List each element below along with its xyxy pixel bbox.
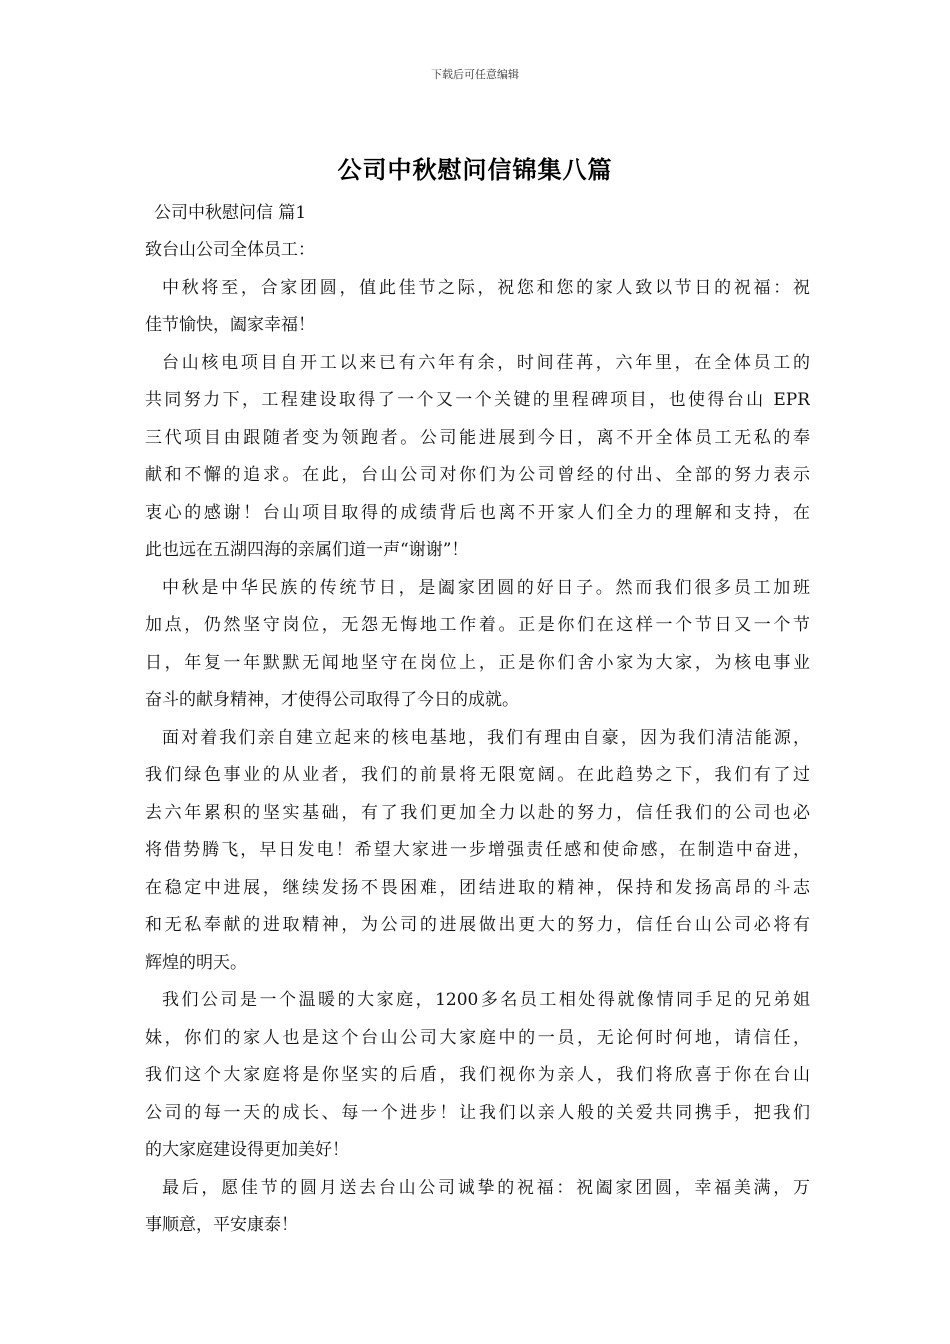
paragraph-line: 衷心的感谢！台山项目取得的成绩背后也离不开家人们全力的理解和支持，在 xyxy=(145,502,810,523)
paragraph-line: 佳节愉快，阖家幸福！ xyxy=(145,315,315,335)
paragraph xyxy=(145,270,810,345)
paragraph-line: 事顺意，平安康泰！ xyxy=(145,1215,298,1235)
paragraph-line: 面对着我们亲自建立起来的核电基地，我们有理由自豪，因为我们清洁能源， xyxy=(162,727,810,748)
paragraph-line: 日，年复一年默默无闻地坚守在岗位上，正是你们舍小家为大家，为核电事业 xyxy=(145,652,810,673)
paragraph-line: 奋斗的献身精神，才使得公司取得了今日的成就。 xyxy=(145,690,519,710)
paragraph-line: 此也远在五湖四海的亲属们道一声“谢谢”！ xyxy=(145,540,469,560)
paragraph-line: 辉煌的明天。 xyxy=(145,952,247,973)
paragraph-line: 的大家庭建设得更加美好！ xyxy=(145,1140,349,1160)
paragraph-line: 三代项目由跟随者变为领跑者。公司能进展到今日，离不开全体员工无私的奉 xyxy=(145,427,810,448)
paragraph-line: 妹，你们的家人也是这个台山公司大家庭中的一员，无论何时何地，请信任， xyxy=(145,1027,810,1048)
paragraph-line: 献和不懈的追求。在此，台山公司对你们为公司曾经的付出、全部的努力表示 xyxy=(145,465,810,485)
paragraph-line: 我们公司是一个温暖的大家庭，1200多名员工相处得就像情同手足的兄弟姐 xyxy=(162,990,810,1010)
document-title: 公司中秋慰问信锦集八篇 xyxy=(337,155,613,184)
paragraph-line: 我们绿色事业的从业者，我们的前景将无限宽阔。在此趋势之下，我们有了过 xyxy=(145,765,810,785)
paragraph-line: 中秋将至，合家团圆，值此佳节之际，祝您和您的家人致以节日的祝福：祝 xyxy=(162,277,810,298)
paragraph-line: 公司的每一天的成长、每一个进步！让我们以亲人般的关爱共同携手，把我们 xyxy=(145,1102,810,1123)
paragraph xyxy=(145,982,810,1170)
section-title: 公司中秋慰问信 篇1 xyxy=(154,203,307,223)
paragraph xyxy=(145,720,810,983)
paragraph-line: 将借势腾飞，早日发电！希望大家进一步增强责任感和使命感，在制造中奋进， xyxy=(145,840,810,860)
paragraph-line: 中秋是中华民族的传统节日，是阖家团圆的好日子。然而我们很多员工加班 xyxy=(162,577,810,598)
paragraph-line: 最后，愿佳节的圆月送去台山公司诚挚的祝福：祝阖家团圆，幸福美满，万 xyxy=(162,1177,810,1198)
paragraph-line: 去六年累积的坚实基础，有了我们更加全力以赴的努力，信任我们的公司也必 xyxy=(145,802,810,823)
paragraph-line: 和无私奉献的进取精神，为公司的进展做出更大的努力，信任台山公司必将有 xyxy=(145,915,810,935)
paragraph xyxy=(145,345,810,570)
paragraph-line: 我们这个大家庭将是你坚实的后盾，我们视你为亲人，我们将欣喜于你在台山 xyxy=(145,1065,810,1085)
header-note: 下载后可任意编辑 xyxy=(431,68,519,81)
salutation: 致台山公司全体员工： xyxy=(145,240,315,260)
paragraph-line: 共同努力下，工程建设取得了一个又一个关键的里程碑项目，也使得台山 EPR xyxy=(145,390,810,410)
paragraph-line: 在稳定中进展，继续发扬不畏困难，团结进取的精神，保持和发扬高昂的斗志 xyxy=(145,877,810,898)
paragraph-line: 加点，仍然坚守岗位，无怨无悔地工作着。正是你们在这样一个节日又一个节 xyxy=(145,615,810,635)
paragraph xyxy=(145,1170,810,1245)
document-body xyxy=(145,198,810,1245)
paragraph xyxy=(145,570,810,720)
paragraph-line: 台山核电项目自开工以来已有六年有余，时间荏苒，六年里，在全体员工的 xyxy=(162,352,810,373)
